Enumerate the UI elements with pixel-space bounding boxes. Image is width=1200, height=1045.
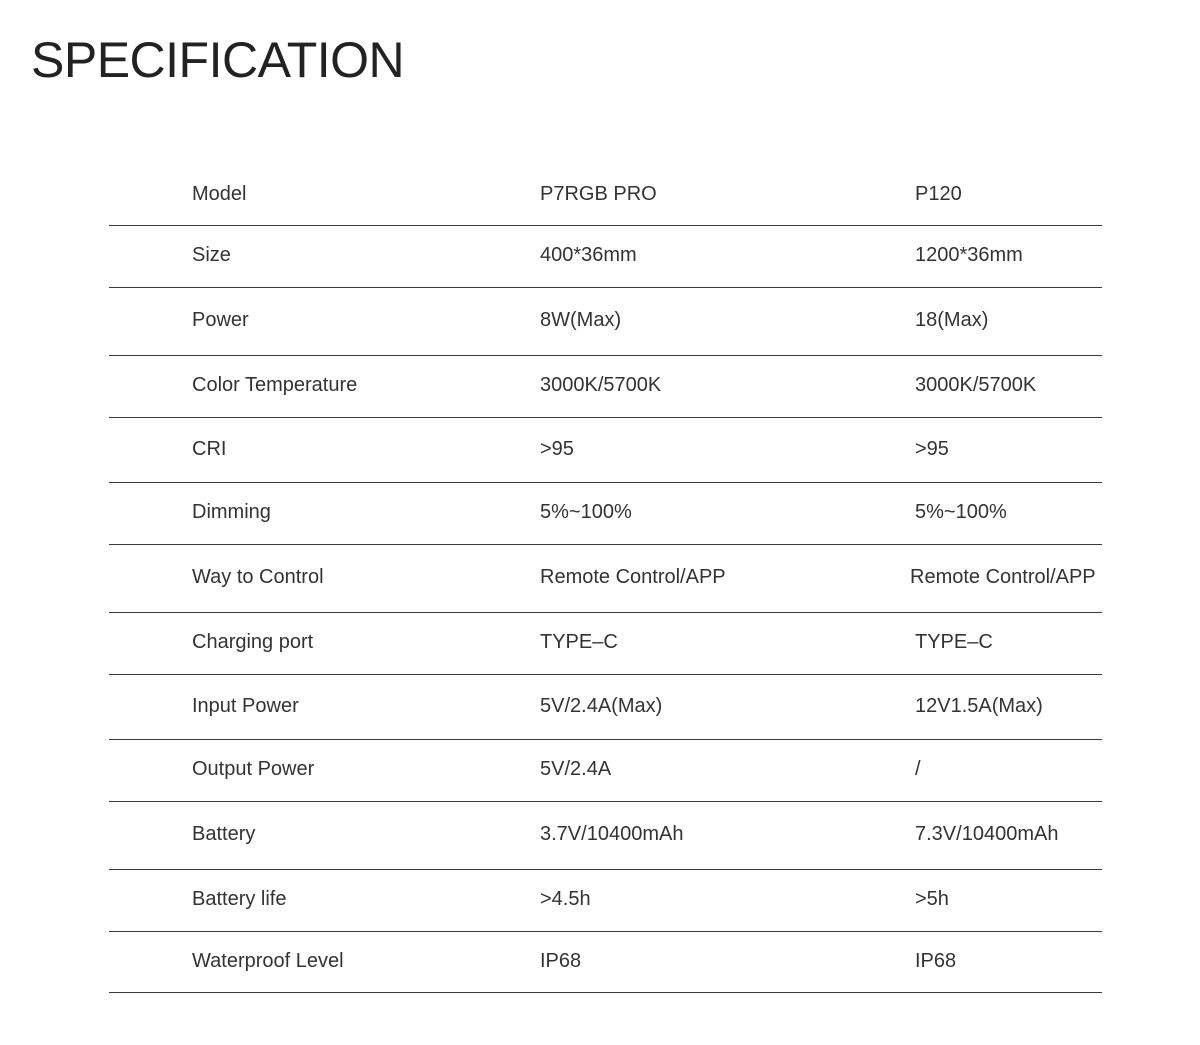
row-label: Waterproof Level [192, 949, 344, 972]
p120-value: 3000K/5700K [915, 374, 1037, 396]
row-label: CRI [192, 437, 227, 460]
table-row [109, 740, 1102, 802]
row-label: Size [192, 244, 231, 266]
p7rgb-pro-value: P7RGB PRO [540, 182, 657, 205]
table-row [109, 675, 1102, 740]
p120-value: 1200*36mm [915, 244, 1023, 266]
p120-value: 12V1.5A(Max) [915, 694, 1043, 717]
p7rgb-pro-value: Remote Control/APP [540, 566, 726, 588]
p7rgb-pro-value: 5V/2.4A [540, 758, 612, 780]
row-label: Output Power [192, 758, 315, 780]
p7rgb-pro-value: IP68 [540, 949, 582, 972]
p7rgb-pro-value: 400*36mm [540, 244, 637, 266]
table-row [109, 226, 1102, 288]
p120-value: >5h [915, 888, 949, 910]
row-label: Power [192, 309, 249, 331]
table-row [109, 545, 1102, 613]
p7rgb-pro-value: >4.5h [540, 888, 591, 910]
p120-value: 5%~100% [915, 501, 1007, 523]
table-row [109, 932, 1102, 993]
row-label: Battery life [192, 888, 287, 910]
row-label: Input Power [192, 694, 299, 717]
row-label: Color Temperature [192, 374, 358, 396]
table-row [109, 288, 1102, 356]
row-label: Way to Control [192, 566, 324, 588]
table-row [109, 613, 1102, 675]
p7rgb-pro-value: 3.7V/10400mAh [540, 823, 684, 845]
p7rgb-pro-value: 8W(Max) [540, 309, 622, 331]
p7rgb-pro-value: TYPE–C [540, 631, 618, 653]
table-row [109, 802, 1102, 870]
table-row [109, 418, 1102, 483]
table-row [109, 870, 1102, 932]
row-label: Charging port [192, 631, 314, 653]
row-label: Battery [192, 823, 256, 845]
p7rgb-pro-value: >95 [540, 437, 574, 460]
row-label: Dimming [192, 501, 271, 523]
spec-table [109, 165, 1102, 993]
p120-value: IP68 [915, 949, 957, 972]
p7rgb-pro-value: 5V/2.4A(Max) [540, 694, 663, 717]
p120-value: TYPE–C [915, 631, 993, 653]
p120-value: P120 [915, 182, 962, 205]
p120-value: 7.3V/10400mAh [915, 823, 1059, 845]
p120-value: 18(Max) [915, 309, 989, 331]
p120-value: / [915, 758, 921, 780]
table-row [109, 165, 1102, 226]
table-row [109, 356, 1102, 418]
p7rgb-pro-value: 3000K/5700K [540, 374, 662, 396]
table-row [109, 483, 1102, 545]
p120-value: Remote Control/APP [910, 566, 1096, 588]
page-title: SPECIFICATION [31, 32, 405, 88]
p7rgb-pro-value: 5%~100% [540, 501, 632, 523]
p120-value: >95 [915, 437, 949, 460]
row-label: Model [192, 182, 247, 205]
